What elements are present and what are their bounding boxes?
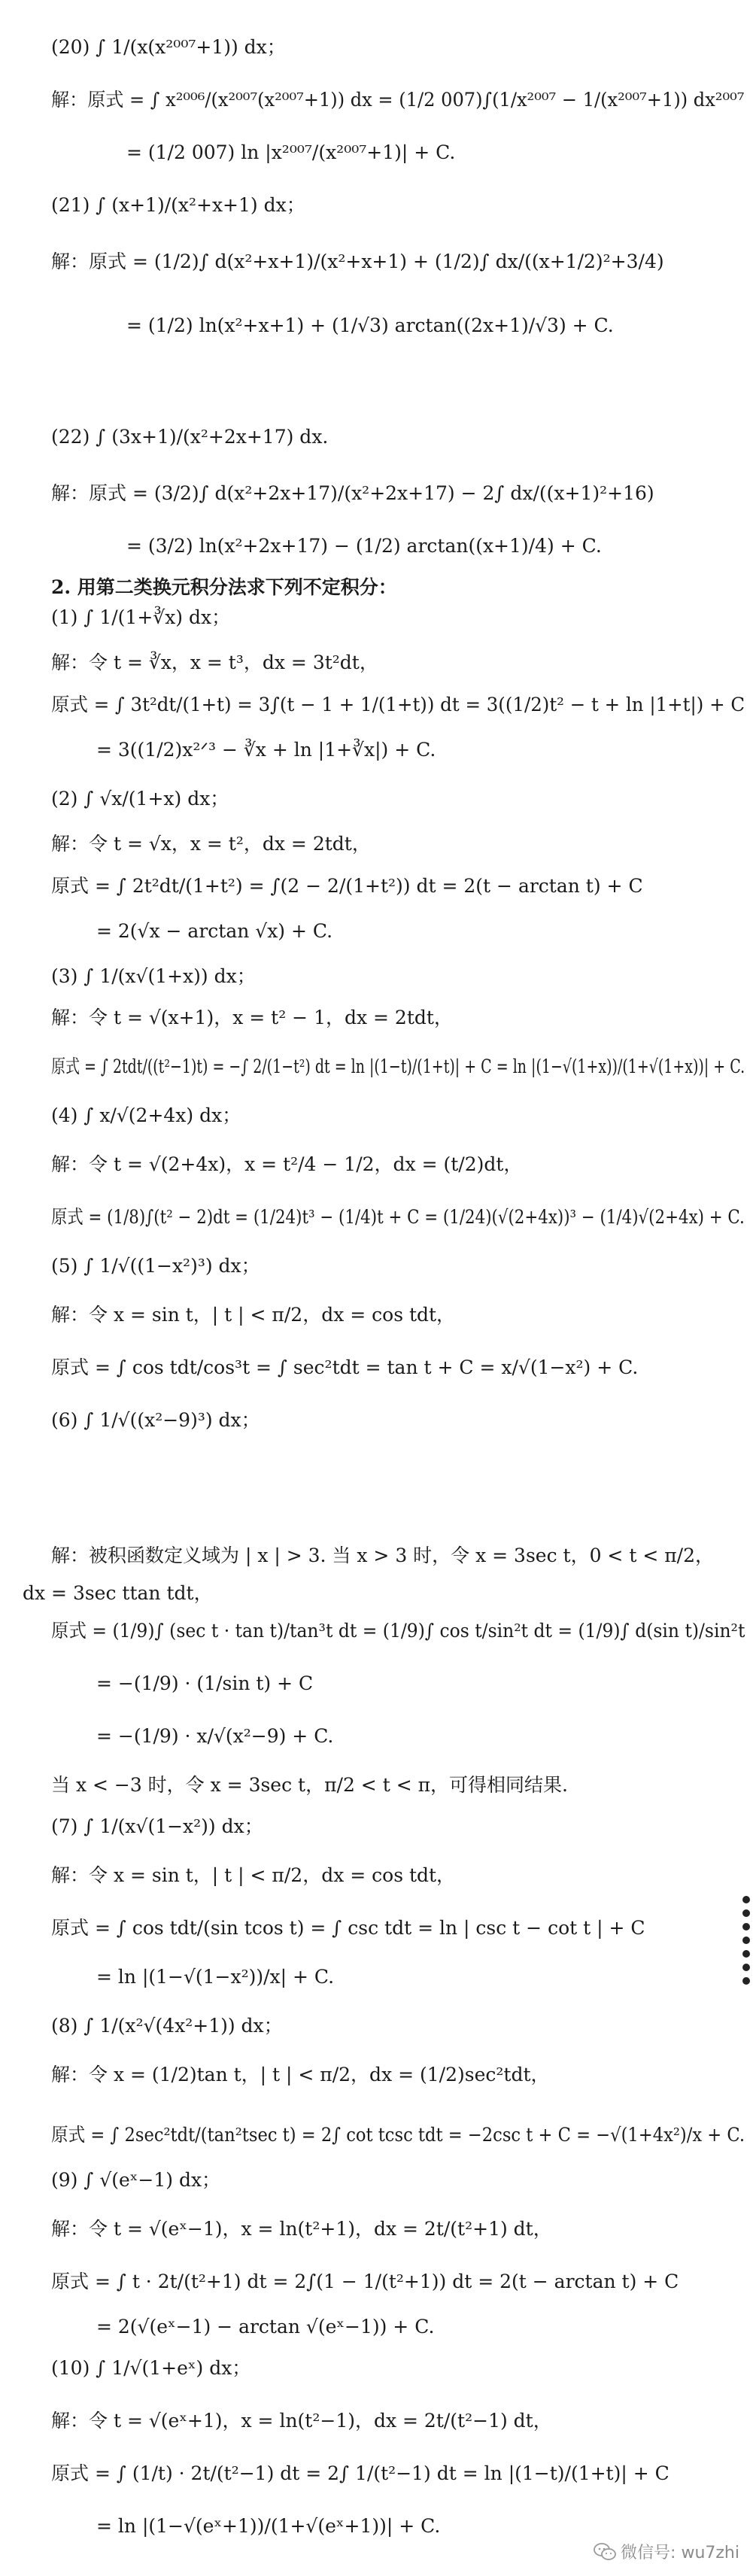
solution-3: 解：令 t = √(x+1)，x = t² − 1，dx = 2tdt，	[51, 1007, 453, 1028]
solution-7: 解：令 x = sin t，| t | < π/2，dx = cos tdt，	[51, 1864, 456, 1886]
problem-21: (21) ∫ (x+1)/(x²+x+1) dx；	[51, 194, 305, 216]
problem-20: (20) ∫ 1/(x(x²⁰⁰⁷+1)) dx；	[51, 36, 286, 58]
solution-1: 解：令 t = ∛x，x = t³，dx = 3t²dt，	[51, 652, 378, 673]
solution-6-dx: dx = 3sec ttan tdt，	[23, 1582, 213, 1604]
solution-6: 解：被积函数定义域为 | x | > 3. 当 x > 3 时，令 x = 3sec t，0 < t < π/2，	[51, 1545, 714, 1566]
solution-5-step: 原式 = ∫ cos tdt/cos³t = ∫ sec²tdt = tan t + C = x/√(1−x²) + C.	[51, 1356, 639, 1378]
solution-2: 解：令 t = √x，x = t²，dx = 2tdt，	[51, 833, 371, 855]
solution-9: 解：令 t = √(eˣ−1)，x = ln(t²+1)，dx = 2t/(t²+1) dt，	[51, 2218, 552, 2240]
page-edge-marks	[742, 1896, 750, 1985]
problem-10: (10) ∫ 1/√(1+eˣ) dx；	[51, 2357, 251, 2379]
solution-21: 解：原式 = (1/2)∫ d(x²+x+1)/(x²+x+1) + (1/2)∫ dx/((x+1/2)²+3/4)	[51, 251, 664, 272]
solution-10-result: = ln |(1−√(eˣ+1))/(1+√(eˣ+1))| + C.	[96, 2515, 441, 2537]
solution-8: 解：令 x = (1/2)tan t，| t | < π/2，dx = (1/2)sec²tdt，	[51, 2064, 550, 2085]
problem-3: (3) ∫ 1/(x√(1+x)) dx；	[51, 965, 256, 987]
solution-7-step: 原式 = ∫ cos tdt/(sin tcos t) = ∫ csc tdt = ln | csc t − cot t | + C	[51, 1917, 645, 1939]
solution-6-step: 原式 = (1/9)∫ (sec t · tan t)/tan³t dt = (1/9)∫ cos t/sin²t dt = (1/9)∫ d(sin t)/sin²t	[51, 1620, 745, 1642]
problem-22: (22) ∫ (3x+1)/(x²+2x+17) dx.	[51, 426, 329, 448]
solution-21-result: = (1/2) ln(x²+x+1) + (1/√3) arctan((2x+1)/√3) + C.	[126, 314, 614, 336]
watermark-text: 微信号: wu7zhi	[621, 2544, 739, 2562]
problem-8: (8) ∫ 1/(x²√(4x²+1)) dx；	[51, 2015, 283, 2037]
solution-9-step: 原式 = ∫ t · 2t/(t²+1) dt = 2∫(1 − 1/(t²+1)) dt = 2(t − arctan t) + C	[51, 2271, 679, 2292]
solution-10: 解：令 t = √(eˣ+1)，x = ln(t²−1)，dx = 2t/(t²−1) dt，	[51, 2410, 552, 2432]
problem-9: (9) ∫ √(eˣ−1) dx；	[51, 2169, 221, 2191]
solution-22-result: = (3/2) ln(x²+2x+17) − (1/2) arctan((x+1)/4) + C.	[126, 535, 602, 557]
problem-2: (2) ∫ √x/(1+x) dx；	[51, 788, 229, 810]
solution-3-step: 原式 = ∫ 2tdt/((t²−1)t) = −∫ 2/(1−t²) dt = ln |(1−t)/(1+t)| + C = ln |(1−√(1+x))/(1+√(1+x))| + C.	[51, 1056, 745, 1077]
solution-4-step: 原式 = (1/8)∫(t² − 2)dt = (1/24)t³ − (1/4)t + C = (1/24)(√(2+4x))³ − (1/4)√(2+4x) + C.	[51, 1206, 745, 1228]
problem-4: (4) ∫ x/√(2+4x) dx；	[51, 1104, 241, 1126]
solution-1-step: 原式 = ∫ 3t²dt/(1+t) = 3∫(t − 1 + 1/(1+t)) dt = 3((1/2)t² − t + ln |1+t|) + C	[51, 694, 745, 715]
problem-5: (5) ∫ 1/√((1−x²)³) dx；	[51, 1255, 260, 1277]
solution-22: 解：原式 = (3/2)∫ d(x²+2x+17)/(x²+2x+17) − 2∫ dx/((x+1)²+16)	[51, 482, 654, 504]
solution-6-step-2: = −(1/9) · (1/sin t) + C	[96, 1672, 314, 1694]
problem-7: (7) ∫ 1/(x√(1−x²)) dx；	[51, 1815, 263, 1837]
solution-20: 解：原式 = ∫ x²⁰⁰⁶/(x²⁰⁰⁷(x²⁰⁰⁷+1)) dx = (1/2 007)∫(1/x²⁰⁰⁷ − 1/(x²⁰⁰⁷+1)) dx²⁰⁰⁷	[51, 89, 745, 111]
solution-7-result: = ln |(1−√(1−x²))/x| + C.	[96, 1966, 335, 1988]
wechat-watermark	[594, 2540, 739, 2563]
problem-6: (6) ∫ 1/√((x²−9)³) dx；	[51, 1409, 260, 1431]
solution-5: 解：令 x = sin t，| t | < π/2，dx = cos tdt，	[51, 1304, 456, 1326]
solution-8-step: 原式 = ∫ 2sec²tdt/(tan²tsec t) = 2∫ cot tcsc tdt = −2csc t + C = −√(1+4x²)/x + C.	[51, 2124, 745, 2146]
solution-10-step: 原式 = ∫ (1/t) · 2t/(t²−1) dt = 2∫ 1/(t²−1) dt = ln |(1−t)/(1+t)| + C	[51, 2462, 670, 2484]
problem-1: (1) ∫ 1/(1+∛x) dx；	[51, 606, 231, 628]
solution-4: 解：令 t = √(2+4x)，x = t²/4 − 1/2，dx = (t/2)dt，	[51, 1153, 523, 1175]
wechat-icon	[594, 2542, 616, 2562]
solution-6-note: 当 x < −3 时，令 x = 3sec t，π/2 < t < π，可得相同结果.	[51, 1774, 568, 1796]
solution-20-result: = (1/2 007) ln |x²⁰⁰⁷/(x²⁰⁰⁷+1)| + C.	[126, 141, 456, 163]
solution-1-result: = 3((1/2)x²ᐟ³ − ∛x + ln |1+∛x|) + C.	[96, 739, 436, 761]
solution-6-result: = −(1/9) · x/√(x²−9) + C.	[96, 1725, 334, 1747]
solution-2-result: = 2(√x − arctan √x) + C.	[96, 920, 333, 942]
solution-9-result: = 2(√(eˣ−1) − arctan √(eˣ−1)) + C.	[96, 2316, 435, 2338]
solution-2-step: 原式 = ∫ 2t²dt/(1+t²) = ∫(2 − 2/(1+t²)) dt = 2(t − arctan t) + C	[51, 875, 643, 897]
section-heading-2: 2. 用第二类换元积分法求下列不定积分：	[51, 576, 397, 598]
